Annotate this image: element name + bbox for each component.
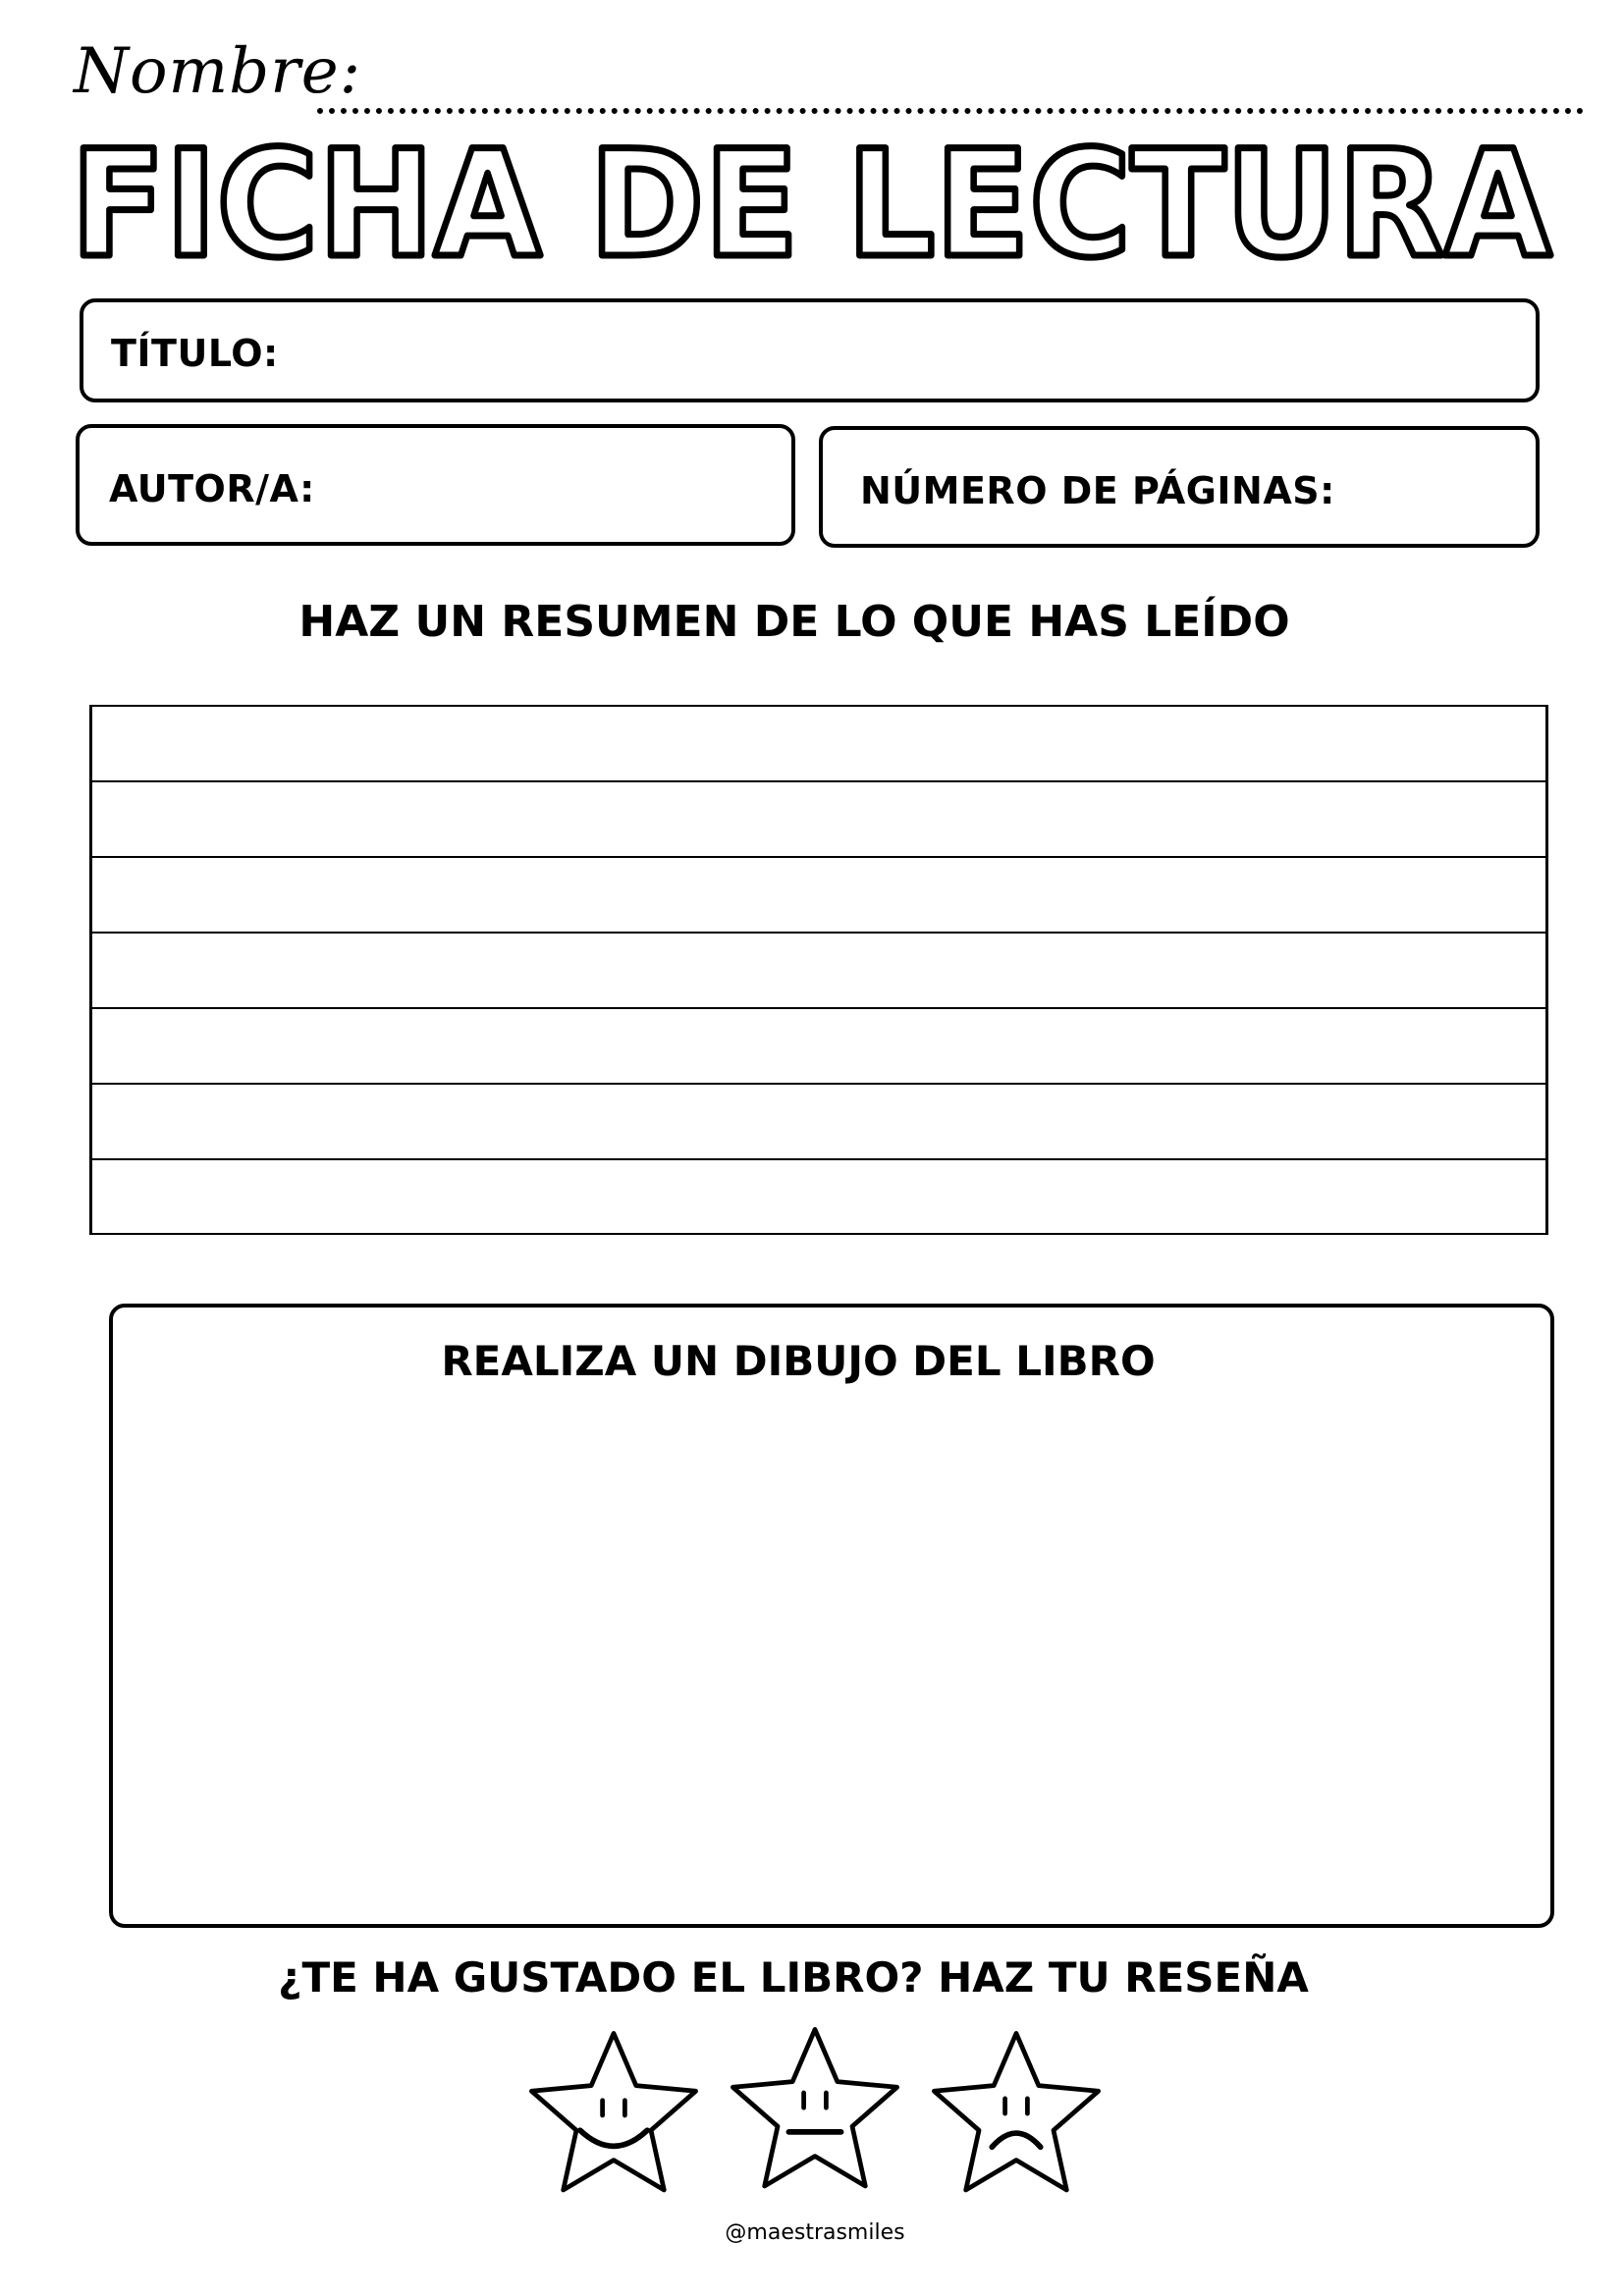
happy-star-icon[interactable] [520, 2022, 707, 2209]
summary-lines[interactable] [89, 705, 1548, 1235]
summary-line [92, 856, 1545, 858]
summary-line [92, 932, 1545, 934]
author-field-label: AUTOR/A: [109, 467, 315, 510]
drawing-heading: REALIZA UN DIBUJO DEL LIBRO [441, 1337, 1156, 1385]
name-dotted-line[interactable] [317, 108, 1584, 114]
footer-handle: @maestrasmiles [725, 2220, 905, 2245]
title-field-box[interactable] [80, 298, 1540, 402]
author-field-box[interactable] [76, 424, 795, 546]
review-heading: ¿TE HA GUSTADO EL LIBRO? HAZ TU RESEÑA [278, 1953, 1309, 2002]
summary-line [92, 1083, 1545, 1085]
title-field-label: TÍTULO: [111, 332, 279, 375]
summary-line [92, 705, 1545, 707]
summary-line [92, 1158, 1545, 1160]
name-row [74, 27, 1527, 116]
summary-line [92, 1007, 1545, 1009]
pages-field-label: NÚMERO DE PÁGINAS: [860, 469, 1335, 512]
summary-line [92, 780, 1545, 782]
name-label: Nombre: [74, 35, 362, 108]
page-title-text: FICHA DE LECTURA [71, 126, 1551, 283]
summary-line [92, 1233, 1545, 1235]
rating-stars [520, 2022, 1110, 2218]
sad-star-icon[interactable] [923, 2022, 1110, 2209]
pages-field-box[interactable] [819, 426, 1540, 548]
page-title [59, 126, 1571, 283]
drawing-box[interactable] [109, 1304, 1554, 1928]
neutral-star-icon[interactable] [722, 2018, 908, 2205]
summary-heading: HAZ UN RESUMEN DE LO QUE HAS LEÍDO [298, 597, 1290, 647]
